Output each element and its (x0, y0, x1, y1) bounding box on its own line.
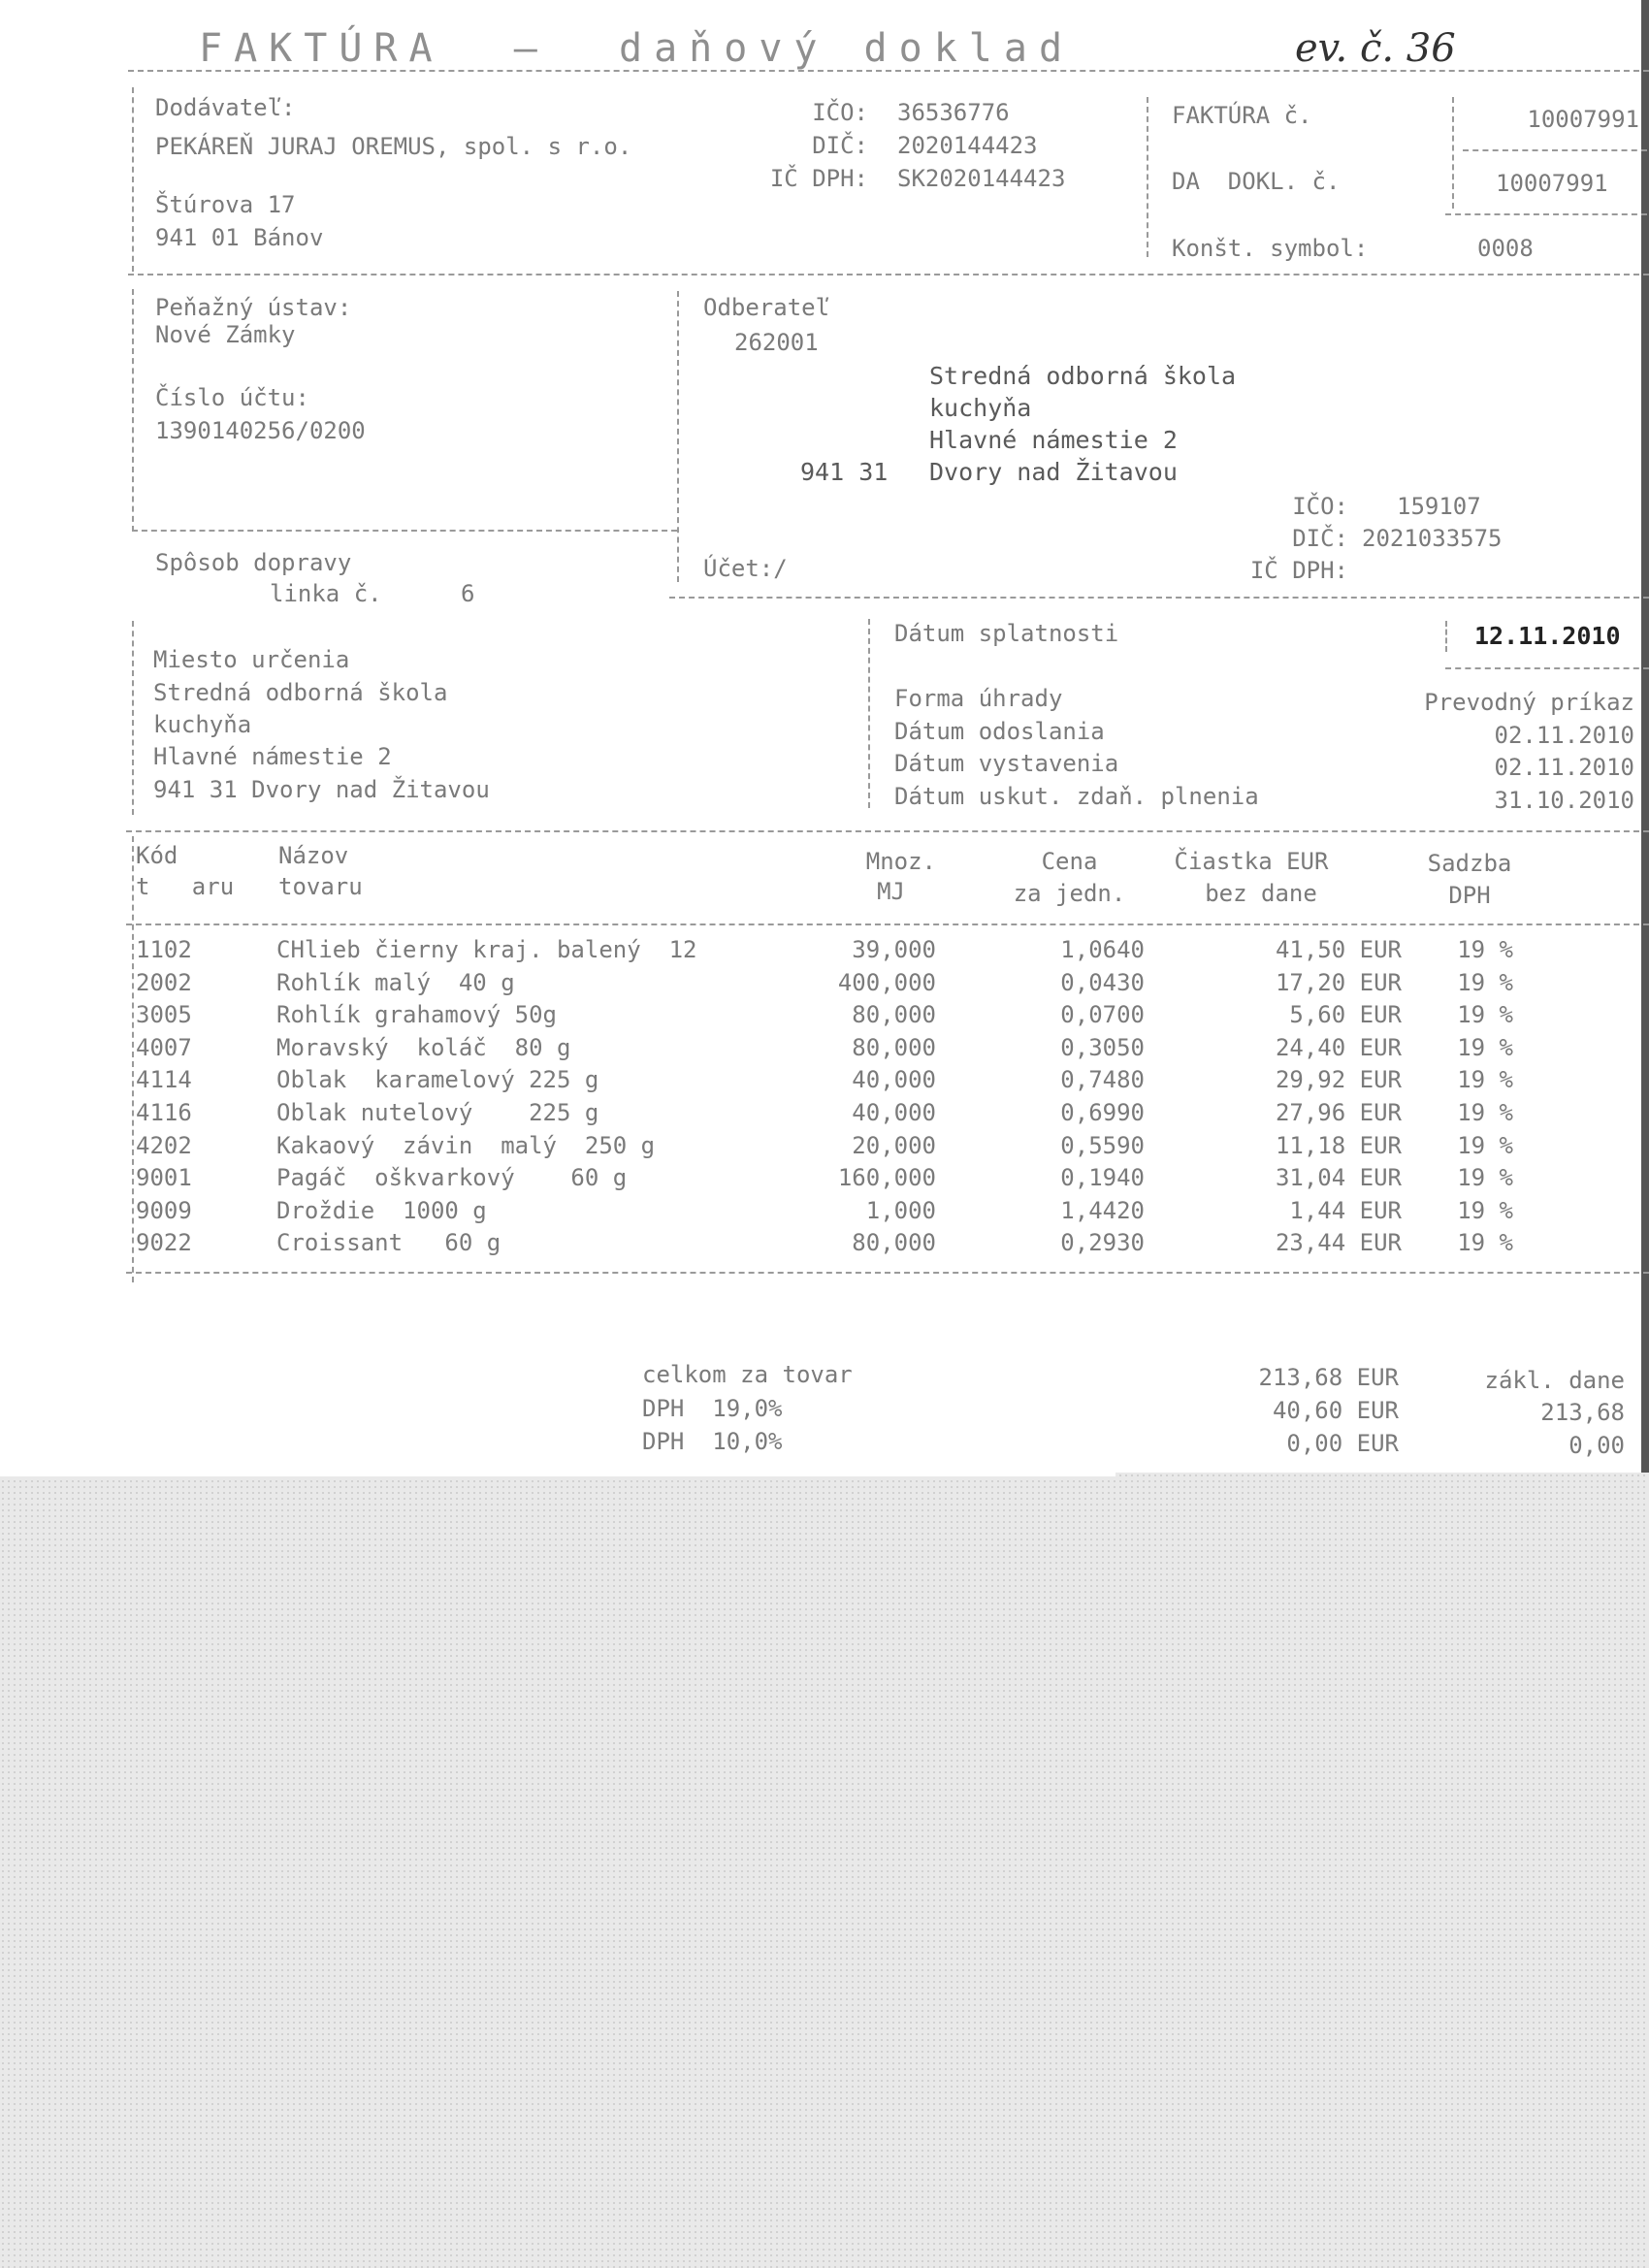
customer-code: 262001 (734, 329, 819, 356)
item-vat-rate: 19 % (1457, 1066, 1513, 1093)
item-amount: 29,92 EUR (1275, 1066, 1402, 1093)
item-unit-price: 0,6990 (1060, 1099, 1145, 1126)
item-code: 3005 (136, 1001, 192, 1028)
item-name: Oblak nutelový 225 g (276, 1099, 599, 1126)
item-name: Rohlík malý 40 g (276, 969, 515, 996)
item-vat-rate: 19 % (1457, 1229, 1513, 1256)
due-date: 12.11.2010 (1474, 622, 1621, 650)
supplier-name: PEKÁREŇ JURAJ OREMUS, spol. s r.o. (155, 133, 632, 160)
transport-line-number: 6 (461, 580, 475, 607)
item-quantity: 80,000 (852, 1001, 936, 1028)
col-code-header-2: t aru (136, 873, 235, 900)
goods-total-label: celkom za tovar (642, 1361, 853, 1388)
item-code: 4007 (136, 1034, 192, 1061)
bank-name: Nové Zámky (155, 321, 296, 348)
col-qty-header: Mnoz. (865, 848, 936, 875)
customer-zip: 941 31 (800, 458, 889, 486)
scan-edge (1641, 0, 1649, 1474)
customer-account-label: Účet:/ (703, 555, 788, 582)
item-amount: 5,60 EUR (1289, 1001, 1402, 1028)
divider (677, 291, 679, 582)
col-price-header-2: za jedn. (1013, 880, 1126, 907)
item-code: 2002 (136, 969, 192, 996)
vat-10-label: DPH 10,0% (642, 1428, 783, 1455)
item-vat-rate: 19 % (1457, 936, 1513, 963)
sent-date-label: Dátum odoslania (894, 718, 1105, 745)
item-name: Pagáč oškvarkový 60 g (276, 1164, 628, 1191)
supplier-dic-label: DIČ: (812, 132, 868, 159)
divider (132, 621, 134, 815)
item-unit-price: 1,4420 (1060, 1197, 1145, 1224)
item-unit-price: 0,7480 (1060, 1066, 1145, 1093)
taxable-date: 31.10.2010 (1494, 787, 1634, 814)
item-name: Croissant 60 g (276, 1229, 501, 1256)
item-amount: 31,04 EUR (1275, 1164, 1402, 1191)
divider (1147, 97, 1148, 257)
invoice-number-label: FAKTÚRA č. (1172, 102, 1312, 129)
item-code: 9009 (136, 1197, 192, 1224)
vat-19-amount: 40,60 EUR (1272, 1397, 1399, 1424)
constant-symbol-label: Konšt. symbol: (1172, 235, 1369, 262)
item-amount: 1,44 EUR (1289, 1197, 1402, 1224)
item-unit-price: 0,5590 (1060, 1132, 1145, 1159)
da-doc-label: DA DOKL. č. (1172, 168, 1341, 195)
item-amount: 23,44 EUR (1275, 1229, 1402, 1256)
customer-name: Stredná odborná škola (929, 362, 1237, 390)
divider (132, 836, 134, 1282)
item-quantity: 160,000 (837, 1164, 936, 1191)
col-amount-header: Čiastka EUR (1174, 848, 1329, 875)
item-name: Oblak karamelový 225 g (276, 1066, 599, 1093)
divider (1445, 621, 1447, 652)
item-code: 4116 (136, 1099, 192, 1126)
item-name: Kakaový závin malý 250 g (276, 1132, 656, 1159)
supplier-icdph-label: IČ DPH: (769, 165, 868, 192)
account-label: Číslo účtu: (155, 384, 309, 411)
item-vat-rate: 19 % (1457, 1034, 1513, 1061)
item-vat-rate: 19 % (1457, 1197, 1513, 1224)
transport-line-label: linka č. (270, 580, 382, 607)
col-qty-header-2: MJ (877, 878, 905, 905)
supplier-city: 941 01 Bánov (155, 224, 324, 251)
tax-base-label: zákl. dane (1484, 1367, 1625, 1394)
item-quantity: 80,000 (852, 1229, 936, 1256)
sent-date: 02.11.2010 (1494, 722, 1634, 749)
customer-ico-label: IČO: (1292, 493, 1348, 520)
invoice-title: FAKTÚRA — daňový doklad (199, 26, 1075, 71)
customer-label: Odberateľ (703, 294, 830, 321)
item-quantity: 40,000 (852, 1066, 936, 1093)
item-quantity: 80,000 (852, 1034, 936, 1061)
col-amount-header-2: bez dane (1205, 880, 1317, 907)
divider (126, 1272, 1649, 1274)
customer-dic-label: DIČ: (1292, 525, 1348, 552)
taxable-date-label: Dátum uskut. zdaň. plnenia (894, 783, 1259, 810)
invoice-number: 10007991 (1527, 106, 1639, 133)
item-vat-rate: 19 % (1457, 1132, 1513, 1159)
item-vat-rate: 19 % (1457, 1001, 1513, 1028)
item-quantity: 400,000 (837, 969, 936, 996)
customer-street: Hlavné námestie 2 (929, 426, 1178, 454)
divider (1452, 97, 1454, 209)
item-quantity: 40,000 (852, 1099, 936, 1126)
supplier-street: Štúrova 17 (155, 191, 296, 218)
destination-line-1: Stredná odborná škola (153, 679, 448, 706)
customer-name-2: kuchyňa (929, 394, 1032, 422)
item-quantity: 1,000 (865, 1197, 936, 1224)
item-name: CHlieb čierny kraj. balený 12 (276, 936, 697, 963)
issued-date-label: Dátum vystavenia (894, 750, 1119, 777)
divider (1463, 149, 1647, 151)
divider (128, 70, 1649, 72)
col-name-header-2: tovaru (278, 873, 363, 900)
item-unit-price: 1,0640 (1060, 936, 1145, 963)
vat-10-base: 0,00 (1568, 1432, 1625, 1459)
due-date-label: Dátum splatnosti (894, 620, 1119, 647)
destination-label: Miesto určenia (153, 646, 350, 673)
item-code: 9001 (136, 1164, 192, 1191)
customer-icdph-label: IČ DPH: (1249, 557, 1348, 584)
payment-method-label: Forma úhrady (894, 685, 1063, 712)
destination-line-3: Hlavné námestie 2 (153, 743, 392, 770)
vat-19-label: DPH 19,0% (642, 1395, 783, 1422)
da-doc-number: 10007991 (1496, 170, 1608, 197)
paper-edge (0, 1455, 1116, 1476)
item-quantity: 20,000 (852, 1132, 936, 1159)
item-name: Moravský koláč 80 g (276, 1034, 571, 1061)
constant-symbol: 0008 (1477, 235, 1534, 262)
customer-dic: 2021033575 (1362, 525, 1503, 552)
divider (132, 289, 134, 532)
item-name: Droždie 1000 g (276, 1197, 487, 1224)
divider (132, 530, 677, 532)
item-amount: 24,40 EUR (1275, 1034, 1402, 1061)
item-name: Rohlík grahamový 50g (276, 1001, 557, 1028)
destination-line-2: kuchyňa (153, 711, 252, 738)
goods-total: 213,68 EUR (1258, 1364, 1399, 1391)
item-unit-price: 0,1940 (1060, 1164, 1145, 1191)
divider (126, 830, 1649, 832)
destination-line-4: 941 31 Dvory nad Žitavou (153, 776, 490, 803)
divider (126, 923, 1649, 925)
divider (132, 87, 134, 272)
divider (128, 274, 1649, 275)
item-quantity: 39,000 (852, 936, 936, 963)
payment-method: Prevodný príkaz (1424, 689, 1634, 716)
supplier-icdph: SK2020144423 (897, 165, 1066, 192)
supplier-label: Dodávateľ: (155, 94, 296, 121)
item-amount: 27,96 EUR (1275, 1099, 1402, 1126)
col-code-header: Kód (136, 842, 178, 869)
item-unit-price: 0,3050 (1060, 1034, 1145, 1061)
divider (1445, 667, 1649, 669)
vat-10-amount: 0,00 EUR (1286, 1430, 1399, 1457)
item-unit-price: 0,2930 (1060, 1229, 1145, 1256)
supplier-ico-label: IČO: (812, 99, 868, 126)
divider (1445, 213, 1647, 215)
item-code: 1102 (136, 936, 192, 963)
divider (669, 597, 1649, 599)
item-code: 4202 (136, 1132, 192, 1159)
item-unit-price: 0,0430 (1060, 969, 1145, 996)
issued-date: 02.11.2010 (1494, 754, 1634, 781)
handwritten-note: ev. č. 36 (1295, 26, 1456, 71)
item-amount: 11,18 EUR (1275, 1132, 1402, 1159)
item-vat-rate: 19 % (1457, 969, 1513, 996)
bank-label: Peňažný ústav: (155, 294, 352, 321)
supplier-ico: 36536776 (897, 99, 1010, 126)
col-vat-header-2: DPH (1448, 882, 1491, 909)
col-name-header: Názov (278, 842, 349, 869)
customer-city: Dvory nad Žitavou (929, 458, 1178, 486)
item-vat-rate: 19 % (1457, 1099, 1513, 1126)
col-price-header: Cena (1041, 848, 1098, 875)
supplier-dic: 2020144423 (897, 132, 1038, 159)
item-amount: 17,20 EUR (1275, 969, 1402, 996)
vat-19-base: 213,68 (1540, 1399, 1625, 1426)
account-number: 1390140256/0200 (155, 417, 366, 444)
scanner-background (0, 1473, 1649, 2268)
item-code: 4114 (136, 1066, 192, 1093)
item-amount: 41,50 EUR (1275, 936, 1402, 963)
item-code: 9022 (136, 1229, 192, 1256)
item-vat-rate: 19 % (1457, 1164, 1513, 1191)
transport-label: Spôsob dopravy (155, 549, 352, 576)
divider (868, 619, 870, 808)
customer-ico: 159107 (1397, 493, 1481, 520)
item-unit-price: 0,0700 (1060, 1001, 1145, 1028)
col-vat-header: Sadzba (1427, 850, 1512, 877)
